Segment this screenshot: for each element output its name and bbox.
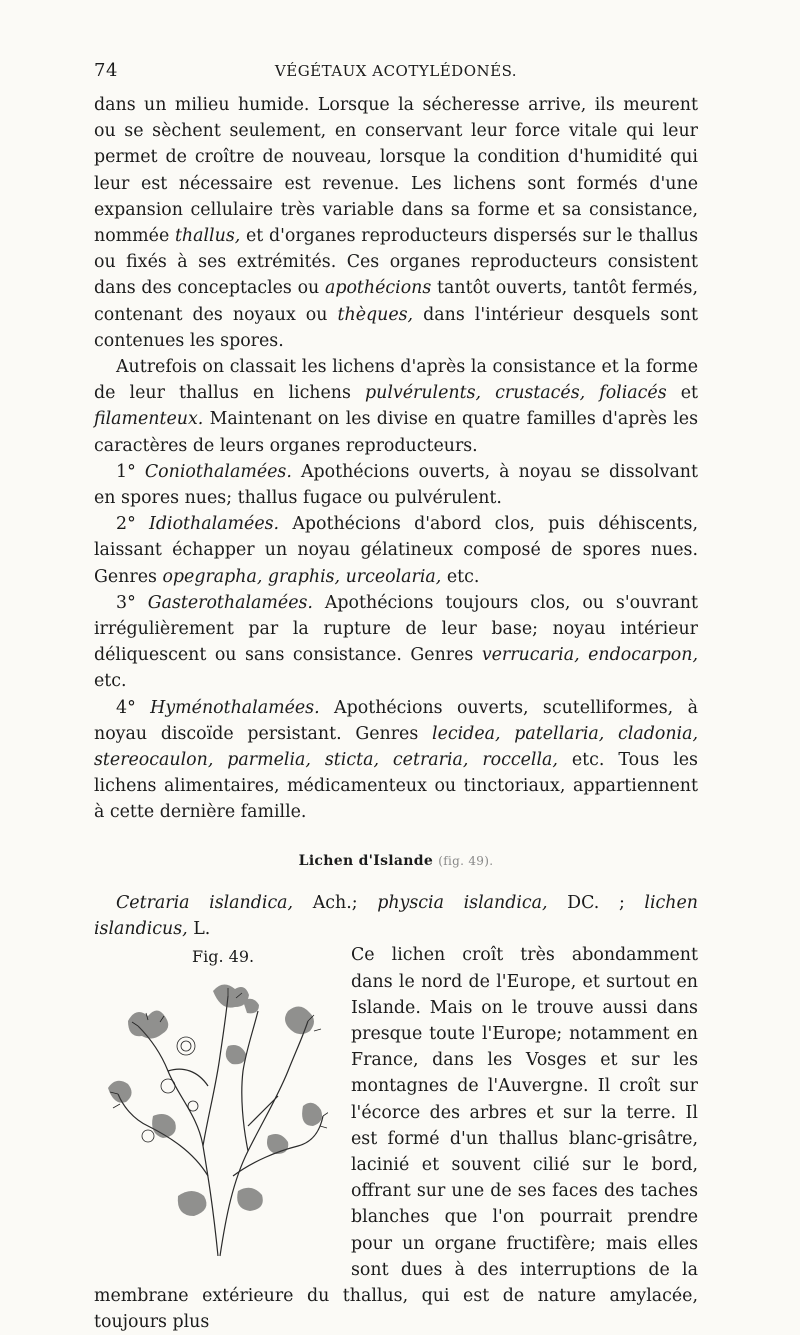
- figure-label: Fig. 49.: [192, 947, 255, 967]
- running-title: VÉGÉTAUX ACOTYLÉDONÉS.: [274, 62, 518, 80]
- family-1: 1° Coniothalamées. Apothécions ouverts, à noyau se dissolvant en spores nues; thallus fugace ou pulvérulent.: [94, 461, 698, 509]
- family-3: 3° Gasterothalamées. Apothécions toujours clos, ou s'ouvrant irrégulièrement par la rupture de leur base; noyau intérieur déliquescent ou sans consistance. Genres verrucaria, endocarpon, etc.: [94, 592, 698, 692]
- paragraph-classification: Autrefois on classait les lichens d'après la consistance et la forme de leur thallus en lichens pulvérulents, crustacés, foliacés et filamenteux. Maintenant on les divise en quatre familles d'après les caractères de leurs organes reproducteurs.: [94, 357, 698, 456]
- page: [94, 58, 698, 1335]
- family-4: 4° Hyménothalamées. Apothécions ouverts, scutelliformes, à noyau discoïde persistant. Genres lecidea, patellaria, cladonia, stereocaulon, parmelia, sticta, cetraria, roccella, etc. Tous les lichens alimentaires, médicamenteux ou tinctoriaux, appartiennent à cette dernière famille.: [94, 697, 698, 823]
- paragraph-species: Ce lichen croît très abondamment dans le nord de l'Europe, et surtout en Islande. Mais on le trouve aussi dans presque toute l'Europe; notamment en France, dans les Vosges et sur les montagnes de l'Auvergne. Il croît sur l'écorce des arbres et sur la terre. Il est formé d'un thallus blanc-grisâtre, lacinié et souvent cilié sur le bord, offrant sur une de ses faces des taches blanches que l'on pourrait prendre pour un organe fructifère; mais elles sont dues à des interruptions de la membrane extérieure du thallus, qui est de nature amylacée, toujours plus: [94, 945, 698, 1333]
- paragraph-intro: dans un milieu humide. Lorsque la sécheresse arrive, ils meurent ou se sèchent seulement, en conservant leur force vitale qui leur permet de croître de nouveau, lorsque la condition d'humidité qui leur est nécessaire est revenue. Les lichens sont formés d'une expansion cellulaire très variable dans sa forme et sa consistance, nommée thallus, et d'organes reproducteurs dispersés sur le thallus ou fixés à ses extrémités. Ces organes reproducteurs consistent dans des conceptacles ou apothécions tantôt ouverts, tantôt fermés, contenant des noyaux ou thèques, dans l'intérieur desquels sont contenues les spores.: [94, 95, 698, 351]
- figure-49: [94, 944, 339, 1264]
- page-number: 74: [94, 60, 118, 81]
- paragraph-species-names: Cetraria islandica, Ach.; physcia islandica, DC. ; lichen islandicus, L.: [94, 892, 698, 940]
- lichen-illustration-icon: [108, 976, 328, 1261]
- family-2: 2° Idiothalamées. Apothécions d'abord clos, puis déhiscents, laissant échapper un noyau gélatineux composé de spores nues. Genres opegrapha, graphis, urceolaria, etc.: [94, 514, 698, 587]
- running-head: [94, 58, 698, 92]
- body-text: [94, 92, 698, 1335]
- section-heading: Lichen d'Islande (fig. 49).: [298, 852, 494, 869]
